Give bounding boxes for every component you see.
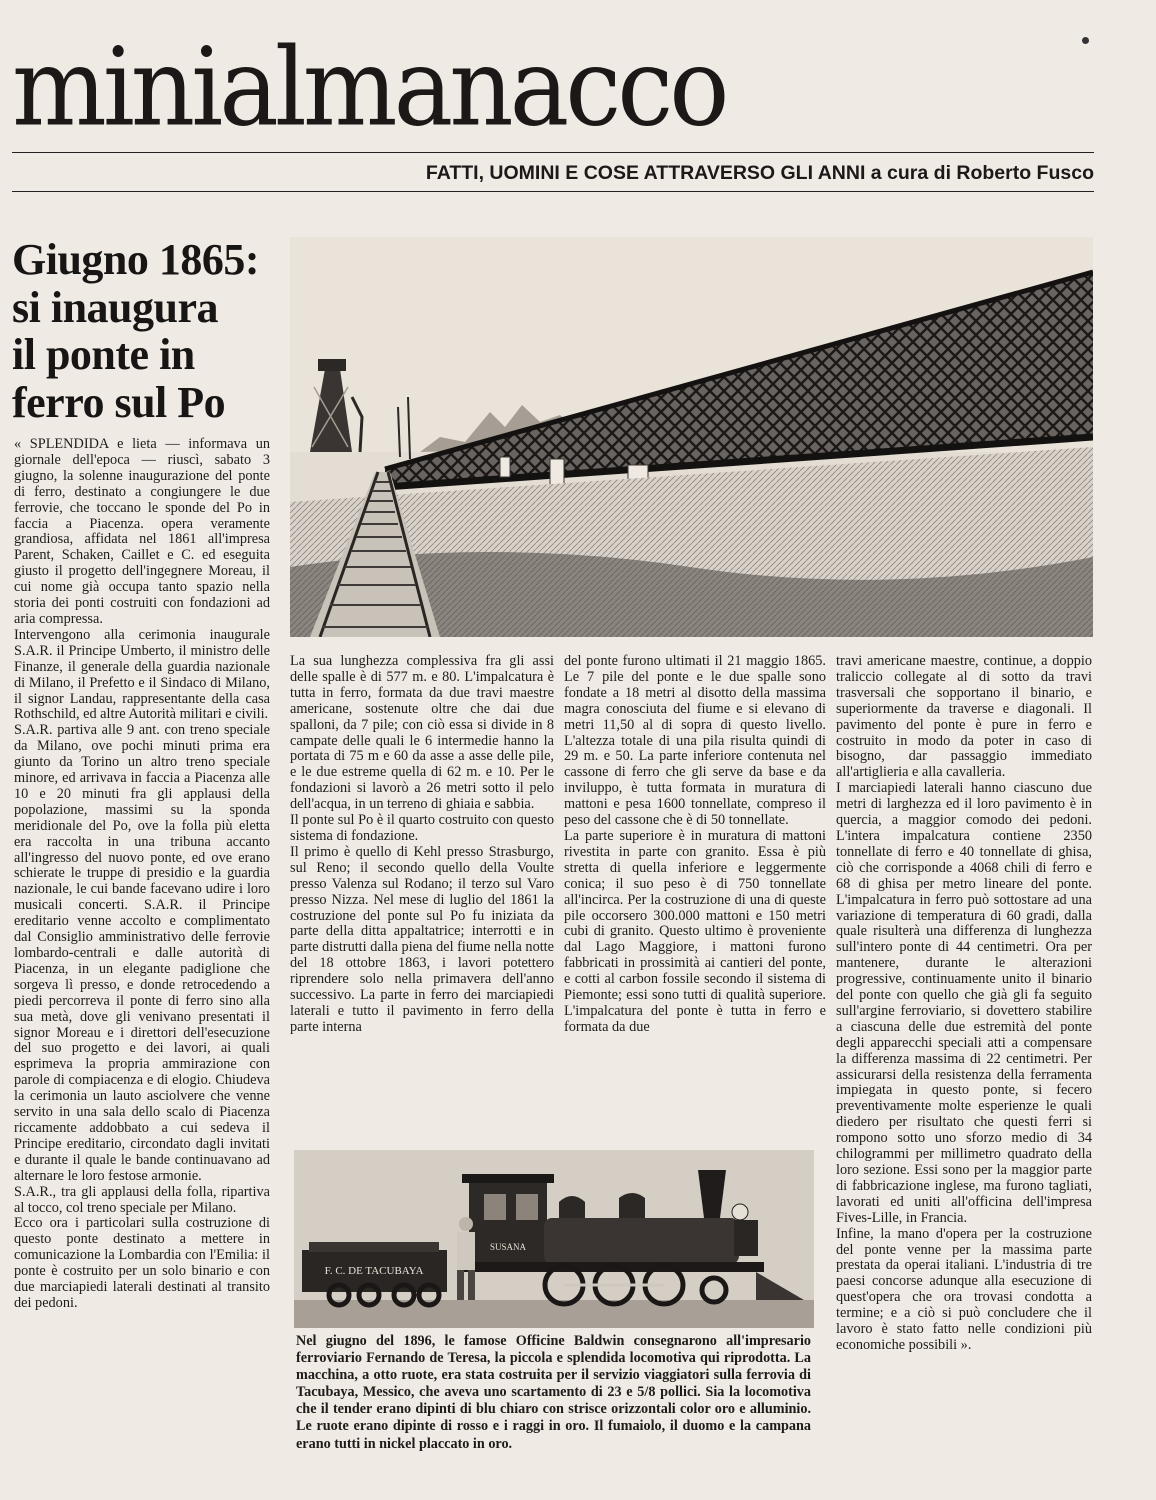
article-column-3 (564, 654, 826, 1036)
article-paragraph: Ecco ora i particolari sulla costruzione di questo ponte destinato a mettere in comunicazione la Lombardia con l'Emilia: il ponte è costruito per un solo binario e con due marciapiedi laterali destinati al transito dei pedoni. (14, 1215, 270, 1311)
masthead-title: minialmanacco (12, 24, 726, 151)
article-column-1 (14, 437, 270, 1312)
article-paragraph: « SPLENDIDA e lieta — informava un giornale dell'epoca — riuscì, sabato 3 giugno, la solenne inaugurazione del ponte di ferro, destinato a congiungere le due ferrovie, che toccano le sponde del Po in faccia a Piacenza. opera veramente grandiosa, affidata nel 1861 all'impresa Parent, Schaken, Caillet e C. ed eseguita giusto il progetto dell'ingegnere Moreau, il cui nome già occupa tanto spazio nella storia dei ponti costruiti con fondazioni ad aria compressa. (14, 436, 270, 627)
article-column-2 (290, 654, 554, 1036)
cab-lettering: SUSANA (489, 1242, 527, 1252)
ink-dot (1082, 37, 1089, 44)
article-paragraph: La sua lunghezza complessiva fra gli assi delle spalle è di 577 m. e 80. L'impalcatura è tutta in ferro, formata da due travi maestre americane, sostenute oltre che dai due spalloni, da 7 pile; con ciò essa si divide in 8 campate delle quali le 6 intermedie hanno la portata di 75 m e 60 da asse a asse delle pile, e le due estreme quella di 62 m. e 10. Per le fondazioni si lavorò a 26 metri sotto il pelo dell'acqua, in un terreno di ghiaia e sabbia. (290, 653, 554, 813)
article-column-4 (836, 654, 1092, 1354)
bridge-photo (290, 237, 1093, 637)
article-headline (12, 236, 282, 426)
header-rule-bottom (12, 191, 1094, 192)
headline-line: il ponte in (12, 330, 195, 380)
article-paragraph: La parte superiore è in muratura di mattoni rivestita in parte con granito. Essa è più stretta di quella inferiore e leggermente conica; il suo peso è di 750 tonnellate all'incirca. Per la costruzione di una di queste pile occorsero 300.000 mattoni e 150 metri cubi di granito. Questo ultimo è proveniente dal Lago Maggiore, i mattoni furono fabbricati in prossimità ai cantieri del ponte, e cotti al carbon fossile secondo il sistema di Piemonte; essi sono tutti di qualità superiore. L'impalcatura del ponte è tutta in ferro e formata da due (564, 827, 826, 1035)
article-paragraph: travi americane maestre, continue, a doppio traliccio collegate al di sotto da travi trasversali che sopportano il binario, e superiormente da traverse e diagonali. Il pavimento del ponte è pure in ferro e costruito in modo da poter in caso di bisogno, dar passaggio immediato all'artiglieria e alla cavalleria. (836, 653, 1092, 781)
headline-line: Giugno 1865: (12, 235, 260, 284)
article-paragraph: S.A.R., tra gli applausi della folla, ripartiva al tocco, col treno speciale per Milano. (14, 1183, 270, 1216)
article-paragraph: del ponte furono ultimati il 21 maggio 1865. Le 7 pile del ponte e le due spalle sono fondate a 18 metri al disotto della massima magra conosciuta del fiume e si elevano di metri 11,50 al di sopra di questo livello. L'altezza totale di una pila risulta quindi di 29 m. e 50. La parte inferiore contenuta nel cassone di ferro che gli serve da base e da inviluppo, è tutta formata in muratura di mattoni e pesa 1600 tonnellate, compreso il peso del cassone che è di 50 tonnellate. (564, 653, 826, 829)
headline-line: ferro sul Po (12, 377, 226, 427)
article-paragraph: I marciapiedi laterali hanno ciascuno due metri di larghezza ed il loro pavimento è in quercia, a maggior comodo dei pedoni. L'intera impalcatura contiene 2350 tonnellate di ferro e 40 tonnellate di ghisa, ciò che corrisponde a 4068 chili di ferro e 68 di ghisa per metro lineare del ponte. L'impalcatura in ferro può sottostare ad una variazione di temperatura di 60 gradi, dalla quale risulterà una differenza di lunghezza sull'intero ponte di 44 centimetri. Ora per mantenere, durante le alterazioni progressive, continuamente unito il binario del ponte con quello che già gli fa seguito sull'argine ferroviario, si dovettero stabilire a ciascuna delle due estremità del ponte degli apparecchi speciali atti a compensare la differenza massima di 22 centimetri. Per assicurarsi della resistenza della ferramenta impiegata in questo ponte, si fecero preventivamente molte esperienze le quali diedero per risultato che questi ferri si rompono sotto uno sforzo medio di 34 chilogrammi per millimetro quadrato della loro sezione. Essi sono per la maggior parte di fabbricazione inglese, ma furono tagliati, lavorati ed uniti all'officina dell'impresa Fives-Lille, in Francia. (836, 780, 1092, 1226)
article-paragraph: Il primo è quello di Kehl presso Strasburgo, sul Reno; il secondo quello della Voulte presso Valenza sul Rodano; il terzo sul Varo presso Nizza. Nel mese di luglio del 1861 la costruzione del ponte sul Po fu iniziata da parte della ditta appaltatrice; interrotti e in parte distrutti dalla piena del fiume nella notte del 18 ottobre 1863, i lavori potettero riprendere solo nella primavera dell'anno successivo. La parte in ferro dei marciapiedi laterali e tutto il pavimento in ferro della parte interna (290, 843, 555, 1035)
locomotive-caption: Nel giugno del 1896, le famose Officine Baldwin consegnarono all'impresario ferroviario Fernando de Teresa, la piccola e splendida locomotiva qui riprodotta. La macchina, a otto ruote, era stata costruita per il servizio viaggiatori sulla ferrovia di Tacubaya, Messico, che aveva uno scartamento di 23 e 5/8 pollici. Sia la locomotiva che il tender erano dipinti di blu chiaro con strisce orizzontali color oro e alluminio. Le ruote erano dipinte di rosso e i raggi in oro. Il fumaiolo, il duomo e la campana erano tutti in nickel placcato in oro. (296, 1333, 811, 1452)
article-paragraph: Infine, la mano d'opera per la costruzione del ponte venne per la massima parte prestata da operai italiani. L'industria di tre paesi concorse adunque alla esecuzione di quest'opera che ora trovasi condotta a termine; e a ciò si può concludere che il lavoro è stato fatto nelle condizioni più economiche possibili ». (836, 1225, 1092, 1353)
locomotive-photo (294, 1150, 814, 1328)
article-paragraph: Intervengono alla cerimonia inaugurale S.A.R. il Principe Umberto, il ministro delle Finanze, il generale della guardia nazionale di Milano, il Prefetto e il Sindaco di Milano, il signor Landau, rappresentante della casa Rothschild, ed altre Autorità militari e civili. (14, 626, 270, 723)
masthead-subtitle: FATTI, UOMINI E COSE ATTRAVERSO GLI ANNI a cura di Roberto Fusco (425, 162, 1094, 184)
article-paragraph: Il ponte sul Po è il quarto costruito con questo sistema di fondazione. (290, 812, 554, 844)
header-rule-top (12, 152, 1094, 153)
headline-line: si inaugura (12, 282, 219, 332)
tender-lettering: F. C. DE TACUBAYA (324, 1265, 424, 1277)
article-paragraph: S.A.R. partiva alle 9 ant. con treno speciale da Milano, ove pochi minuti prima era giunto da Torino un altro treno speciale minore, ed arrivava in faccia a Piacenza alle 10 e 20 minuti fra gli applausi della popolazione, massimi su la sponda meridionale del Po, ove la folla più eletta era raccolta in una tribuna accanto all'ingresso del nuovo ponte, ed ove erano schierate le truppe di presidio e la guardia nazionale, le cui bande facevano udire i loro musicali concerti. S.A.R. il Principe ereditario venne accolto e complimentato dal Consiglio amministrativo delle ferrovie lombardo-centrali e dalle autorità di Piacenza, in un elegante padiglione che sorgeva lì presso, e donde retrocedendo a piedi percorreva il ponte di ferro sino alla sua metà, dove gli venivano presentati il signor Moreau e i direttori dell'esecuzione del suo progetto e dei lavori, ai quali esprimeva la propria ammirazione con parole di compiacenza e di elogio. Chiudeva la cerimonia un lauto asciolvere che venne servito in una sala dello scalo di Piacenza riccamente addobbato a cui sedeva il Principe ereditario, circondato dagli invitati e durante il quale le bande continuavano ad alternare le loro festose armonie. (14, 722, 270, 1184)
